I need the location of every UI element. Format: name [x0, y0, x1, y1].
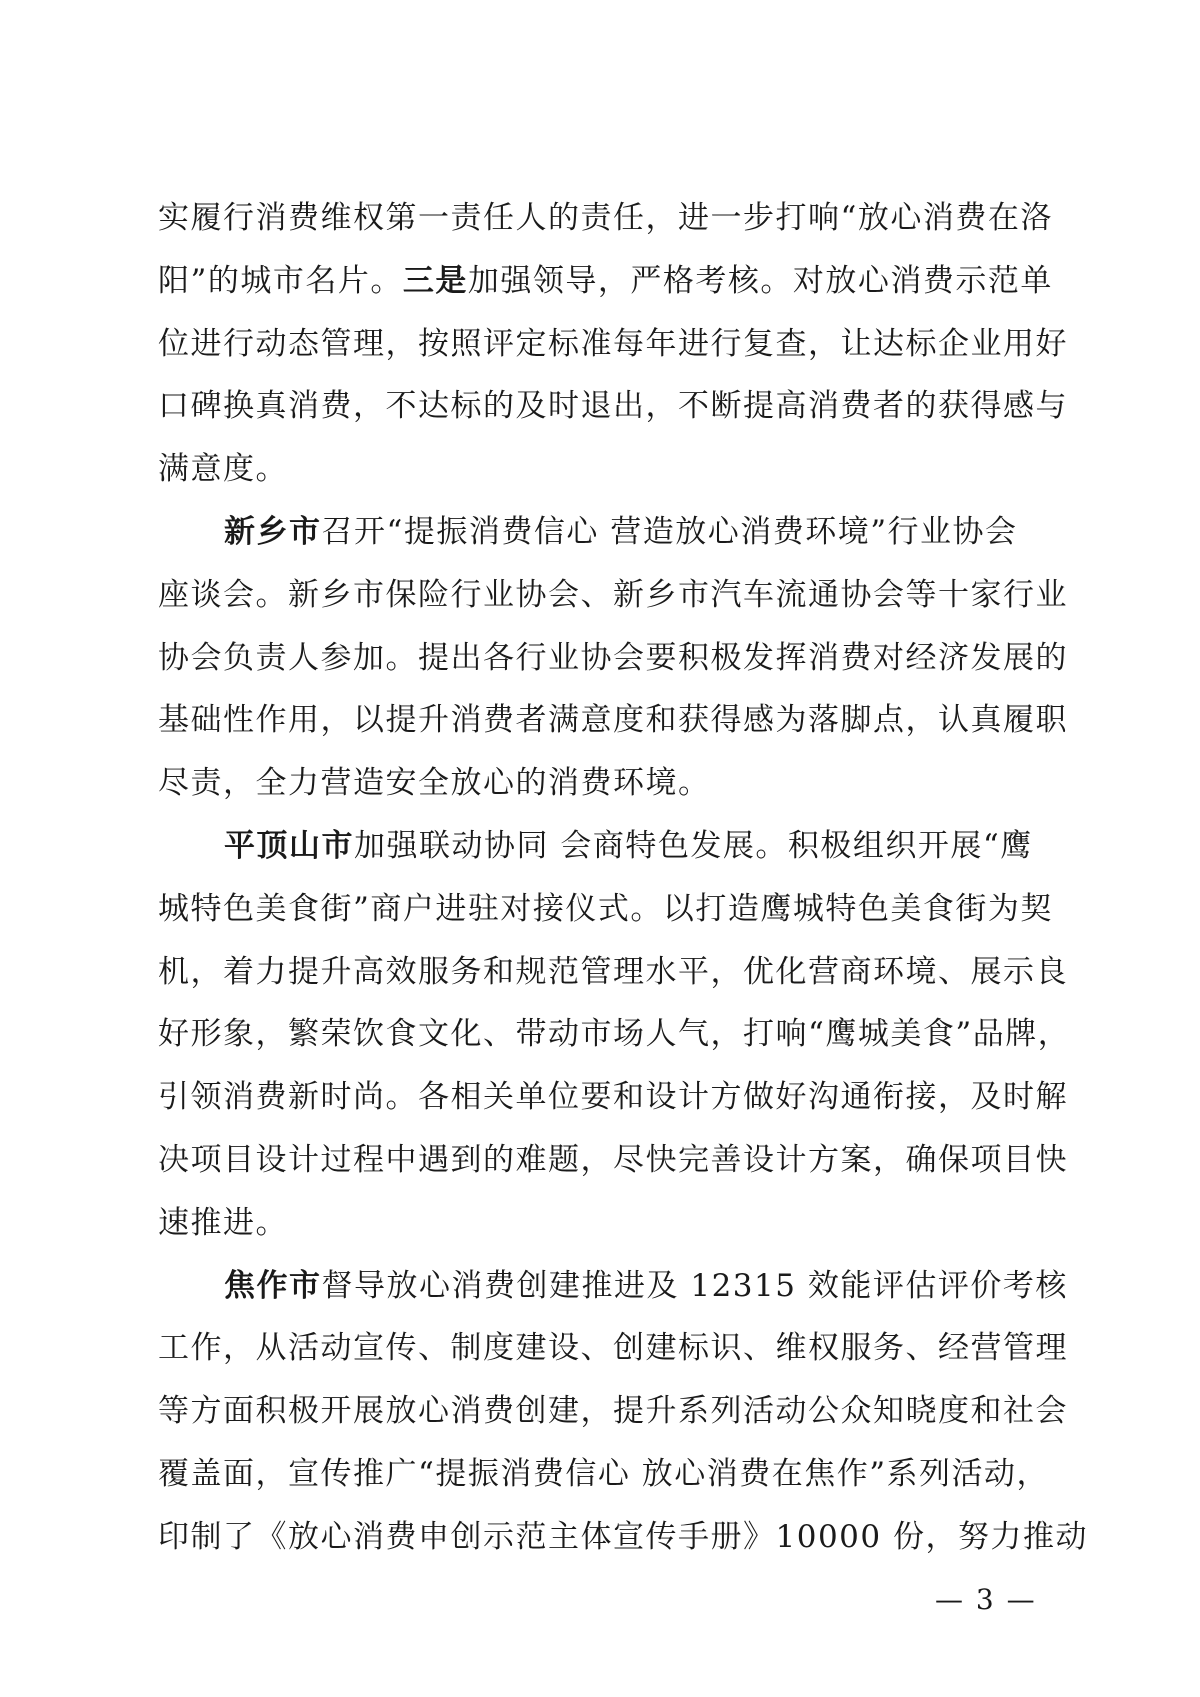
text-line	[158, 501, 1058, 564]
text-line	[158, 1255, 1068, 1318]
text-line	[158, 187, 1058, 250]
body-text: 满意度。	[158, 451, 288, 488]
bold-heading-text: 平顶山市	[224, 827, 354, 864]
text-line	[158, 438, 1058, 501]
bold-heading-text: 三是	[402, 262, 468, 299]
text-line	[158, 375, 1068, 438]
body-text: 覆盖面，宣传推广“提振消费信心 放心消费在焦作”系列活动，	[158, 1455, 1050, 1492]
page-number: — 3 —	[935, 1583, 1037, 1616]
body-text: 决项目设计过程中遇到的难题，尽快完善设计方案，确保项目快	[158, 1141, 1068, 1178]
body-text: 速推进。	[158, 1204, 288, 1241]
text-line	[158, 1506, 1088, 1569]
paragraph	[158, 1255, 1088, 1569]
text-line	[158, 941, 1068, 1004]
body-text: 尽责，全力营造安全放心的消费环境。	[158, 765, 711, 802]
paragraph	[158, 815, 1071, 1255]
body-text: 加强领导，严格考核。对放心消费示范单	[467, 262, 1053, 299]
body-text: 引领消费新时尚。各相关单位要和设计方做好沟通衔接，及时解	[158, 1079, 1068, 1116]
text-line	[158, 1003, 1071, 1066]
body-text: 实履行消费维权第一责任人的责任，进一步打响“放心消费在洛	[158, 200, 1053, 236]
body-text: 阳”的城市名片。	[158, 262, 403, 299]
body-text: 召开“提振消费信心 营造放心消费环境”行业协会	[321, 513, 1018, 550]
text-line	[158, 752, 1058, 815]
body-text: 基础性作用，以提升消费者满意度和获得感为落脚点，认真履职	[158, 702, 1068, 739]
body-text: 好形象，繁荣饮食文化、带动市场人气，打响“鹰城美食”品牌，	[158, 1016, 1071, 1053]
text-line	[158, 564, 1068, 627]
text-line	[158, 1380, 1068, 1443]
bold-heading-text: 焦作市	[224, 1267, 322, 1304]
body-text: 协会负责人参加。提出各行业协会要积极发挥消费对经济发展的	[158, 639, 1068, 676]
text-line	[158, 250, 1058, 313]
paragraph	[158, 501, 1068, 815]
bold-heading-text: 新乡市	[224, 513, 322, 550]
document-body	[158, 187, 1088, 1569]
text-line	[158, 313, 1068, 376]
text-line	[158, 689, 1068, 752]
text-line	[158, 1317, 1068, 1380]
body-text: 工作，从活动宣传、制度建设、创建标识、维权服务、经营管理	[158, 1330, 1068, 1367]
body-text: 印制了《放心消费申创示范主体宣传手册》10000 份，努力推动	[158, 1518, 1088, 1555]
body-text: 位进行动态管理，按照评定标准每年进行复查，让达标企业用好	[158, 325, 1068, 362]
body-text: 加强联动协同 会商特色发展。积极组织开展“鹰	[354, 827, 1033, 864]
text-line	[158, 815, 1058, 878]
body-text: 等方面积极开展放心消费创建，提升系列活动公众知晓度和社会	[158, 1393, 1068, 1430]
paragraph	[158, 187, 1068, 501]
text-line	[158, 1192, 1058, 1255]
text-line	[158, 1129, 1068, 1192]
body-text: 口碑换真消费，不达标的及时退出，不断提高消费者的获得感与	[158, 388, 1068, 425]
body-text: 城特色美食街”商户进驻对接仪式。以打造鹰城特色美食街为契	[158, 890, 1053, 927]
body-text: 督导放心消费创建推进及 12315 效能评估评价考核	[321, 1267, 1068, 1304]
text-line	[158, 627, 1068, 690]
text-line	[158, 1066, 1068, 1129]
text-line	[158, 1443, 1058, 1506]
body-text: 座谈会。新乡市保险行业协会、新乡市汽车流通协会等十家行业	[158, 576, 1068, 613]
text-line	[158, 878, 1058, 941]
body-text: 机，着力提升高效服务和规范管理水平，优化营商环境、展示良	[158, 953, 1068, 990]
